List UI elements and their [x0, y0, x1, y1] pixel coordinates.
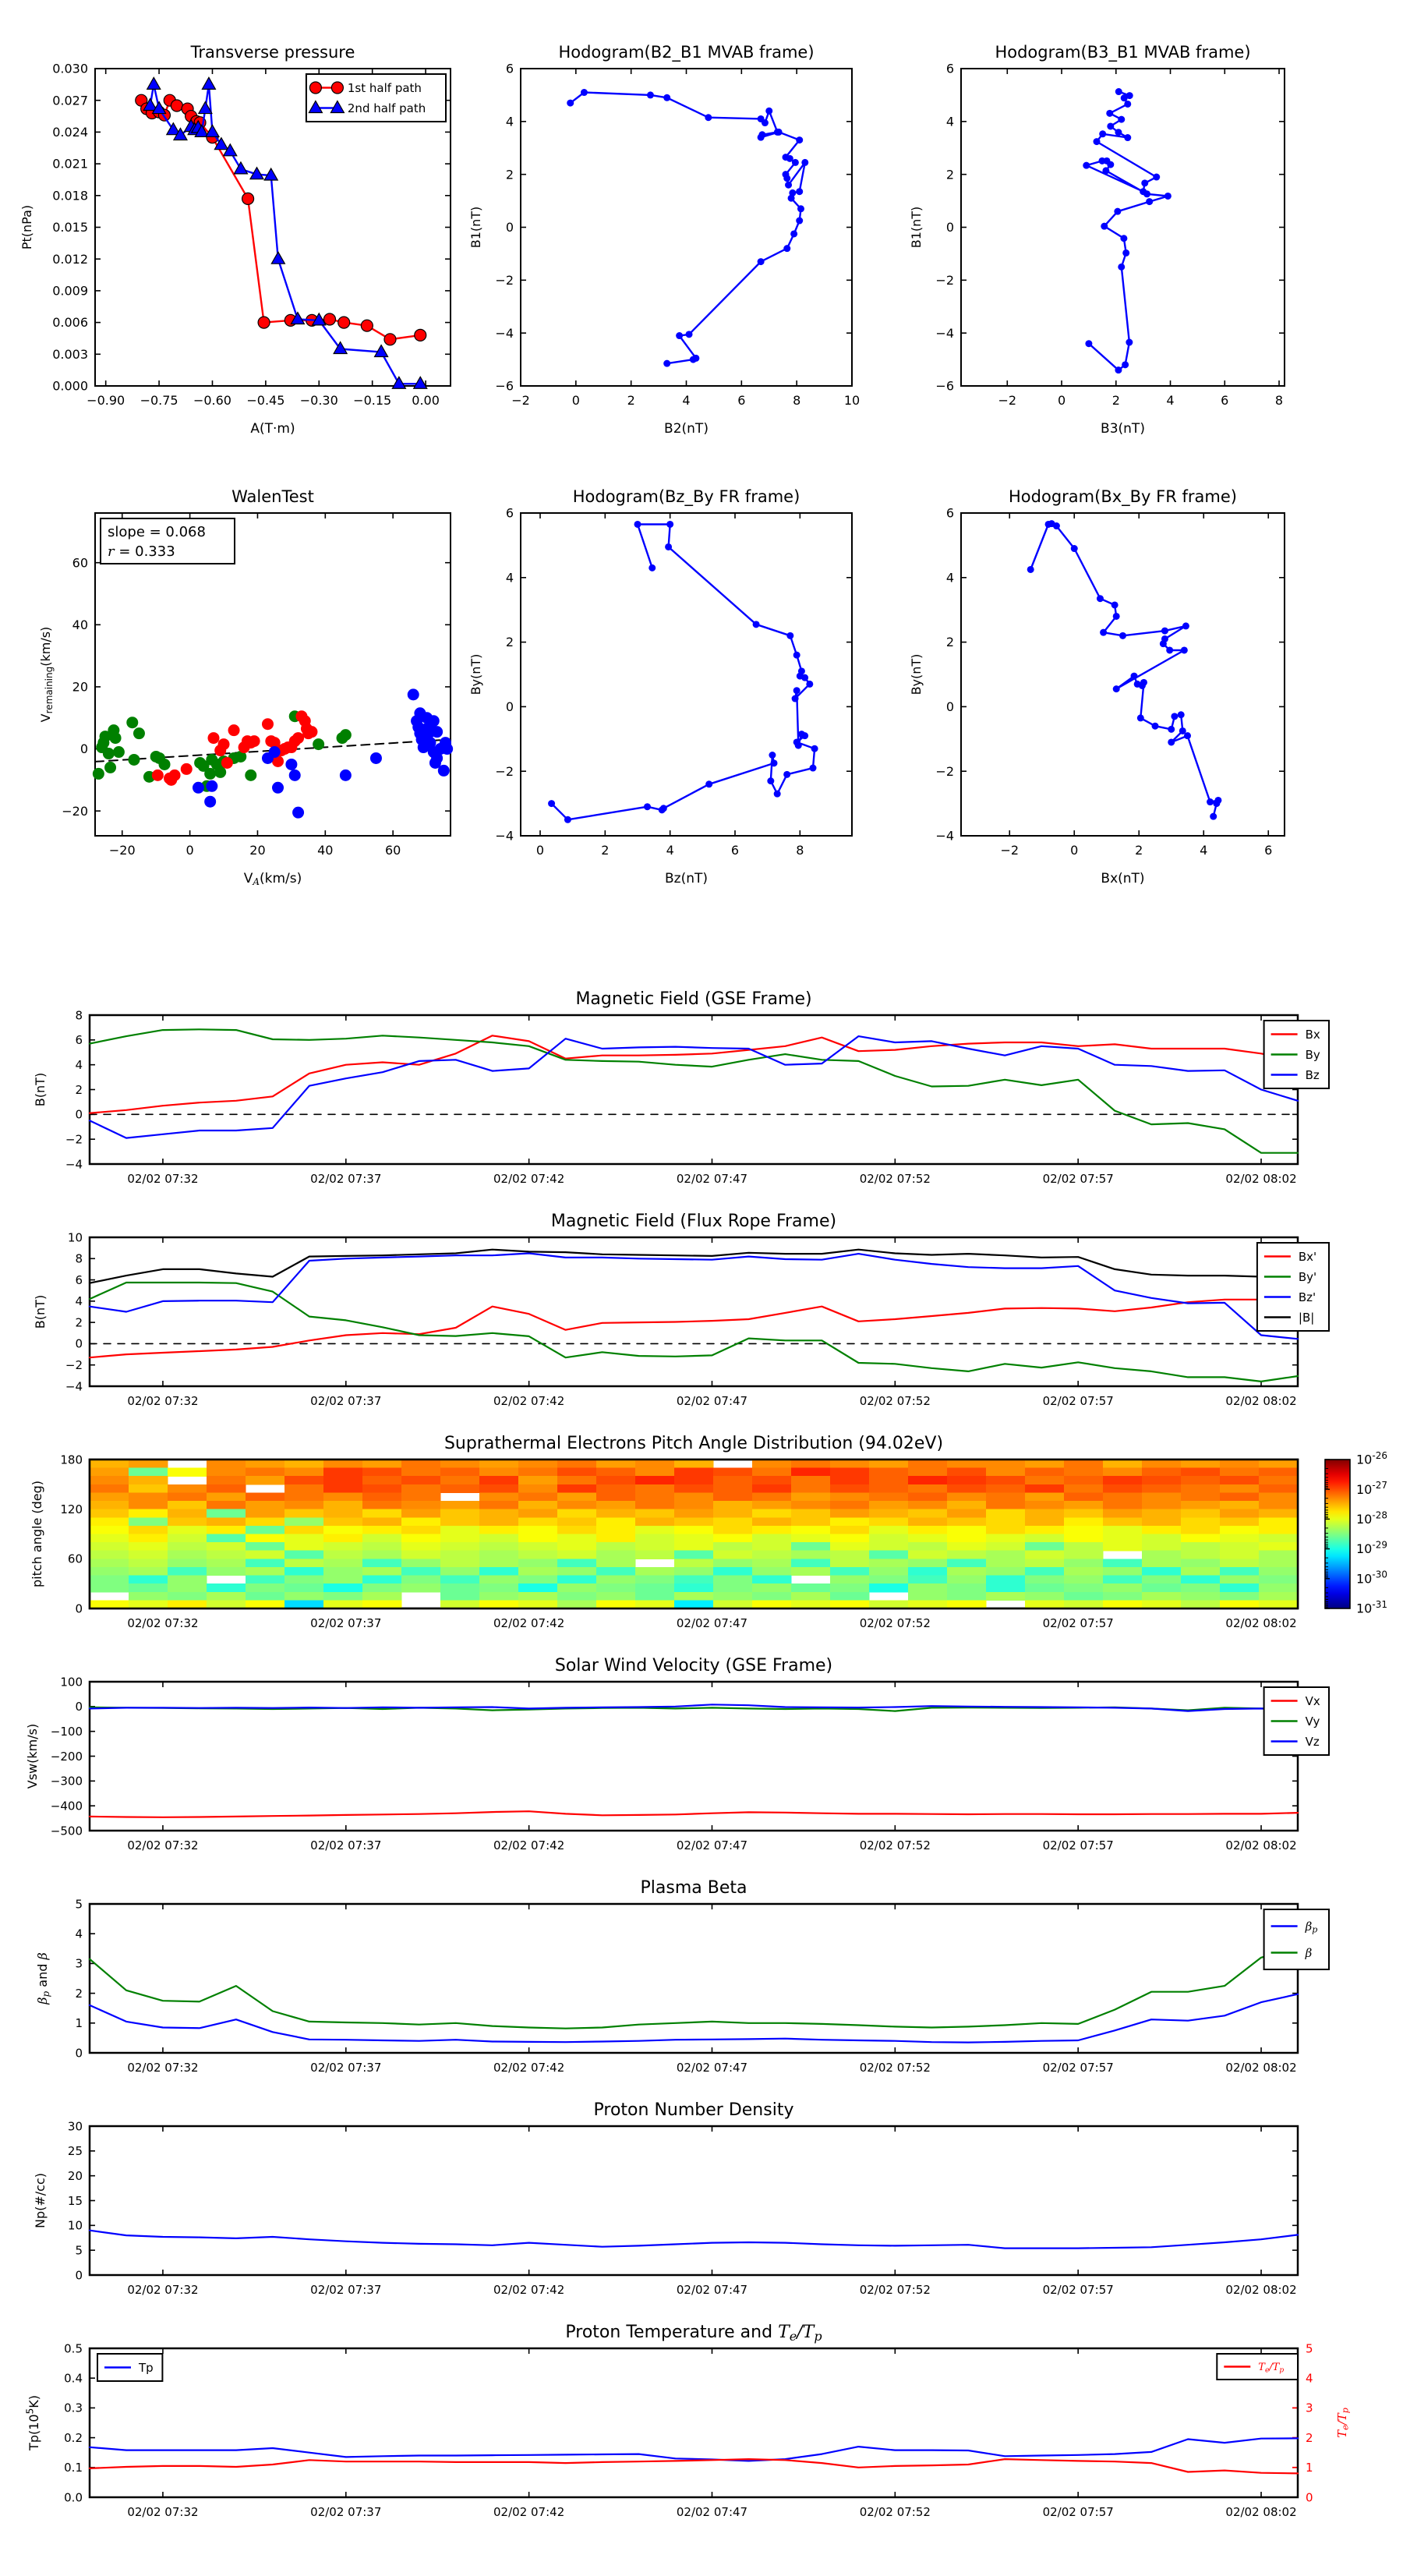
right-tick-label: 0 [1306, 2490, 1313, 2505]
y-axis-label: By(nT) [468, 653, 483, 695]
y-tick-label: 60 [67, 1552, 83, 1566]
x-tick-label: 02/02 07:32 [127, 2505, 199, 2519]
panel-proton-temperature [24, 2323, 1350, 2519]
y-tick-label: −4 [935, 828, 954, 844]
y-tick-label: 8 [75, 1251, 83, 1266]
x-tick-label: 02/02 07:32 [127, 1172, 199, 1186]
x-tick-label: 02/02 07:37 [310, 2505, 382, 2519]
x-tick-label: 02/02 07:52 [859, 1172, 931, 1186]
panel-solar-wind-velocity [25, 1656, 1329, 1852]
x-tick-label: 02/02 07:47 [676, 1838, 748, 1852]
panel-title: Proton Temperature and Te/Tp [565, 2323, 822, 2344]
y-tick-label: −4 [495, 828, 514, 844]
y-tick-label: 0.4 [64, 2371, 83, 2386]
x-tick-label: −0.60 [193, 393, 231, 408]
y-tick-label: 1 [75, 2016, 83, 2031]
y-tick-label: 0.000 [52, 378, 88, 394]
x-tick-label: 02/02 07:57 [1042, 1838, 1114, 1852]
x-tick-label: 02/02 07:42 [493, 2283, 565, 2297]
panel-proton-number-density [33, 2100, 1298, 2297]
x-tick-label: 2 [1135, 843, 1143, 858]
panel-hodogram-bx-by [909, 487, 1285, 886]
plot-background [521, 69, 852, 386]
x-tick-label: 02/02 07:32 [127, 1394, 199, 1408]
y-tick-label: 0.2 [64, 2430, 83, 2445]
y-tick-label: 2 [505, 167, 514, 182]
x-tick-label: 02/02 08:02 [1225, 1394, 1297, 1408]
legend-label: 1st half path [347, 80, 422, 95]
x-tick-label: 02/02 07:37 [310, 1394, 382, 1408]
x-tick-label: 4 [666, 843, 674, 858]
y-tick-label: 10 [67, 2218, 83, 2233]
x-tick-label: 02/02 07:37 [310, 1616, 382, 1630]
x-tick-label: 0 [1057, 393, 1066, 408]
x-tick-label: 2 [1111, 393, 1120, 408]
legend-label: Tp [139, 2360, 154, 2375]
y-tick-label: 100 [60, 1675, 83, 1690]
panel-hodogram-b3-b1 [909, 43, 1285, 437]
x-tick-label: 02/02 07:57 [1042, 1172, 1114, 1186]
y-tick-label: −400 [50, 1799, 83, 1813]
x-tick-label: −0.30 [299, 393, 338, 408]
x-tick-label: 02/02 07:42 [493, 2505, 565, 2519]
right-tick-label: 3 [1306, 2401, 1313, 2415]
x-tick-label: 02/02 07:47 [676, 2283, 748, 2297]
y-axis-label: B(nT) [33, 1294, 48, 1329]
x-tick-label: 0 [186, 843, 194, 858]
right-axis [1292, 2341, 1351, 2504]
y-axis-label: Vremaining(km/s) [38, 626, 55, 723]
x-tick-label: 8 [793, 393, 801, 408]
plot-background [90, 1682, 1298, 1831]
x-tick-label: 02/02 07:32 [127, 1838, 199, 1852]
legend-label: By [1305, 1047, 1320, 1062]
colorbar [1325, 1450, 1387, 1616]
y-axis-label: By(nT) [909, 653, 924, 695]
x-tick-label: 02/02 07:52 [859, 2061, 931, 2075]
x-tick-label: 02/02 07:32 [127, 2283, 199, 2297]
y-axis-label: $Tp(10^5K)$ [24, 2395, 41, 2450]
legend-label: Te/Tp [1258, 2362, 1285, 2375]
x-tick-label: 02/02 07:57 [1042, 2505, 1114, 2519]
y-tick-label: −2 [935, 763, 954, 779]
x-tick-label: −0.15 [353, 393, 392, 408]
y-tick-label: 0.0 [64, 2490, 83, 2505]
legend-label: Vx [1305, 1693, 1320, 1708]
y-tick-label: 6 [75, 1272, 83, 1287]
x-tick-label: 02/02 07:32 [127, 2061, 199, 2075]
colorbar-tick-label: $10^{-30}$ [1356, 1569, 1387, 1587]
y-axis-label: Vsw(km/s) [25, 1723, 40, 1789]
colorbar-tick-label: $10^{-29}$ [1356, 1539, 1387, 1557]
y-tick-label: 0.018 [52, 188, 88, 203]
legend [1264, 1021, 1329, 1088]
y-axis-label: B1(nT) [909, 206, 924, 249]
x-tick-label: 6 [730, 843, 740, 858]
y-tick-label: 0.024 [52, 125, 88, 140]
y-axis-label: pitch angle (deg) [30, 1480, 44, 1588]
y-tick-label: 0 [75, 1700, 83, 1714]
y-tick-label: 2 [945, 635, 954, 650]
y-tick-label: 4 [945, 570, 954, 586]
x-tick-label: −0.75 [140, 393, 178, 408]
y-tick-label: −300 [50, 1774, 83, 1789]
x-tick-label: 02/02 08:02 [1225, 1838, 1297, 1852]
legend-label: |B| [1298, 1310, 1315, 1325]
x-tick-label: 02/02 07:37 [310, 1838, 382, 1852]
x-tick-label: 4 [1200, 843, 1208, 858]
y-tick-label: 0.021 [52, 156, 88, 172]
y-tick-label: −20 [62, 803, 88, 819]
legend [97, 2354, 162, 2381]
panel-magnetic-field-fr [33, 1212, 1329, 1408]
y-tick-label: 0 [75, 2268, 83, 2283]
y-tick-label: 0 [75, 1336, 83, 1351]
y-tick-label: 0.009 [52, 283, 88, 299]
x-tick-label: 02/02 07:52 [859, 1838, 931, 1852]
x-tick-label: 02/02 08:02 [1225, 2505, 1297, 2519]
plot-background [961, 513, 1285, 836]
y-tick-label: 20 [72, 679, 88, 695]
plot-background [90, 2348, 1298, 2497]
legend-label: βp [1305, 1919, 1318, 1935]
x-tick-label: 02/02 07:42 [493, 1838, 565, 1852]
legend-label: Bz' [1298, 1290, 1316, 1304]
y-tick-label: 25 [67, 2144, 83, 2159]
x-tick-label: 02/02 08:02 [1225, 2283, 1297, 2297]
x-axis-label: Bx(nT) [1101, 871, 1145, 886]
y-tick-label: 2 [505, 635, 514, 650]
y-axis-label: Np(#/cc) [33, 2173, 48, 2228]
x-axis-label: A(T·m) [250, 421, 295, 437]
panel-title: Transverse pressure [190, 43, 355, 62]
y-tick-label: 6 [945, 505, 954, 521]
x-tick-label: 0 [535, 843, 545, 858]
y-tick-label: 0.006 [52, 315, 88, 331]
panel-title: Solar Wind Velocity (GSE Frame) [554, 1656, 833, 1675]
x-axis-label: Bz(nT) [664, 871, 709, 886]
y-tick-label: 0.027 [52, 93, 88, 108]
x-tick-label: 02/02 07:52 [859, 1616, 931, 1630]
y-tick-label: −4 [65, 1157, 83, 1172]
panel-title: Hodogram(Bx_By FR frame) [1009, 487, 1237, 506]
x-tick-label: 6 [1264, 843, 1273, 858]
x-tick-label: −2 [998, 393, 1017, 408]
panel-hodogram-bz-by [468, 487, 852, 886]
y-tick-label: −4 [495, 325, 514, 341]
y-tick-label: 5 [75, 1897, 83, 1912]
legend [1257, 1243, 1329, 1331]
y-tick-label: 6 [945, 61, 954, 76]
x-tick-label: 6 [1221, 393, 1229, 408]
y-tick-label: 4 [505, 570, 514, 586]
panel-magnetic-field-gse [33, 989, 1329, 1186]
y-tick-label: 0.012 [52, 251, 88, 267]
y-axis-label: βp and β [35, 1952, 51, 2005]
panel-pitch-angle-distribution [30, 1434, 1387, 1630]
x-tick-label: 02/02 07:37 [310, 1172, 382, 1186]
legend-label: Bz [1305, 1067, 1320, 1082]
y-tick-label: −2 [65, 1132, 83, 1147]
panel-title: Magnetic Field (GSE Frame) [575, 989, 812, 1009]
y-tick-label: 4 [75, 1294, 83, 1309]
right-tick-label: 4 [1306, 2371, 1313, 2386]
y-tick-label: 0.1 [64, 2461, 83, 2475]
y-tick-label: 4 [75, 1057, 83, 1072]
x-tick-label: 02/02 07:47 [676, 2505, 748, 2519]
panel-title: Proton Number Density [593, 2100, 794, 2120]
y-tick-label: 6 [75, 1033, 83, 1048]
right-tick-label: 1 [1306, 2461, 1313, 2475]
x-axis-label: B2(nT) [664, 421, 709, 437]
y-tick-label: 6 [505, 61, 514, 76]
x-tick-label: 02/02 07:37 [310, 2061, 382, 2075]
panel-title: WalenTest [231, 487, 314, 506]
y-tick-label: 15 [67, 2193, 83, 2208]
annotation-line: slope = 0.068 [108, 524, 206, 540]
x-tick-label: 02/02 07:37 [310, 2283, 382, 2297]
legend-label: By' [1298, 1269, 1317, 1284]
y-tick-label: −2 [935, 272, 954, 288]
x-tick-label: 02/02 07:47 [676, 2061, 748, 2075]
legend-label: Bx' [1298, 1249, 1317, 1264]
x-tick-label: 02/02 07:42 [493, 1172, 565, 1186]
y-tick-label: −4 [935, 325, 954, 341]
annotation-line: r = 0.333 [108, 543, 175, 560]
y-tick-label: 20 [67, 2168, 83, 2183]
y-tick-label: 5 [75, 2243, 83, 2258]
y-tick-label: 0 [75, 1107, 83, 1122]
panel-hodogram-b2-b1 [468, 43, 860, 437]
x-tick-label: 8 [796, 843, 804, 858]
x-tick-label: 20 [249, 843, 266, 858]
y-tick-label: 6 [505, 505, 514, 521]
y-tick-label: 60 [72, 555, 88, 571]
legend-label: β [1305, 1945, 1313, 1960]
y-tick-label: 0 [945, 699, 954, 714]
x-tick-label: 6 [737, 393, 746, 408]
y-tick-label: −2 [495, 272, 514, 288]
x-tick-label: 02/02 07:32 [127, 1616, 199, 1630]
y-tick-label: 0.5 [64, 2341, 83, 2356]
right-tick-label: 2 [1306, 2430, 1313, 2445]
y-tick-label: 0.015 [52, 220, 88, 235]
x-tick-label: 0 [1070, 843, 1079, 858]
panel-title: Plasma Beta [640, 1878, 747, 1898]
y-tick-label: 180 [60, 1453, 83, 1467]
y-tick-label: 120 [60, 1502, 83, 1516]
x-tick-label: −2 [511, 393, 530, 408]
x-tick-label: 02/02 07:57 [1042, 2283, 1114, 2297]
colorbar-tick-label: $10^{-26}$ [1356, 1449, 1387, 1467]
y-tick-label: 10 [67, 1230, 83, 1245]
y-tick-label: 4 [75, 1927, 83, 1941]
x-tick-label: −2 [1000, 843, 1020, 858]
y-tick-label: 0 [505, 699, 514, 714]
x-tick-label: −20 [108, 843, 136, 858]
x-tick-label: −0.45 [246, 393, 285, 408]
y-tick-label: 0 [505, 220, 514, 235]
x-tick-label: 02/02 07:52 [859, 1394, 931, 1408]
y-tick-label: 3 [75, 1956, 83, 1971]
panel-title: Magnetic Field (Flux Rope Frame) [550, 1212, 837, 1231]
x-axis-label: VA(km/s) [243, 871, 302, 888]
y-tick-label: 0.003 [52, 346, 88, 362]
right-axis-label: Te/Tp [1335, 2408, 1351, 2438]
legend [306, 74, 446, 122]
y-tick-label: 2 [75, 1986, 83, 2001]
colorbar-tick-label: $10^{-28}$ [1356, 1509, 1387, 1527]
x-tick-label: 0.00 [412, 393, 440, 408]
x-tick-label: 2 [627, 393, 635, 408]
panel-title: Hodogram(Bz_By FR frame) [572, 487, 800, 506]
y-tick-label: −500 [50, 1824, 83, 1838]
y-tick-label: 40 [72, 617, 88, 632]
y-axis-label: B(nT) [33, 1072, 48, 1107]
y-tick-label: −4 [65, 1379, 83, 1394]
x-tick-label: 02/02 07:52 [859, 2505, 931, 2519]
legend [1264, 1687, 1329, 1755]
plot-background [90, 1015, 1298, 1164]
y-tick-label: 4 [505, 114, 514, 129]
x-tick-label: 0 [571, 393, 580, 408]
legend-label: Bx [1305, 1027, 1320, 1042]
y-tick-label: 8 [75, 1008, 83, 1023]
y-tick-label: 0.3 [64, 2401, 83, 2415]
plot-background [90, 2126, 1298, 2275]
y-tick-label: 0 [75, 1601, 83, 1616]
x-tick-label: 02/02 07:57 [1042, 1394, 1114, 1408]
legend [1217, 2354, 1298, 2380]
legend [1264, 1909, 1329, 1969]
y-tick-label: 0 [945, 220, 954, 235]
x-tick-label: 02/02 08:02 [1225, 2061, 1297, 2075]
x-tick-label: 02/02 08:02 [1225, 1172, 1297, 1186]
x-tick-label: 02/02 07:42 [493, 1394, 565, 1408]
panel-title: Suprathermal Electrons Pitch Angle Distribution (94.02eV) [444, 1434, 944, 1453]
x-tick-label: 02/02 07:42 [493, 2061, 565, 2075]
y-tick-label: −2 [65, 1357, 83, 1372]
panel-title: Hodogram(B3_B1 MVAB frame) [995, 43, 1251, 62]
x-tick-label: 40 [317, 843, 334, 858]
y-tick-label: 4 [945, 114, 954, 129]
x-tick-label: 02/02 08:02 [1225, 1616, 1297, 1630]
panel-transverse-pressure [19, 43, 451, 437]
x-tick-label: 02/02 07:47 [676, 1394, 748, 1408]
x-tick-label: 02/02 07:57 [1042, 1616, 1114, 1630]
y-tick-label: 2 [75, 1315, 83, 1330]
y-tick-label: 2 [945, 167, 954, 182]
x-tick-label: 02/02 07:42 [493, 1616, 565, 1630]
x-tick-label: 02/02 07:57 [1042, 2061, 1114, 2075]
x-tick-label: 02/02 07:47 [676, 1616, 748, 1630]
panel-walen-test [38, 487, 453, 887]
x-tick-label: 4 [1166, 393, 1175, 408]
colorbar-tick-label: $10^{-27}$ [1356, 1480, 1387, 1497]
y-tick-label: −6 [935, 378, 954, 394]
panel-title: Hodogram(B2_B1 MVAB frame) [558, 43, 815, 62]
x-tick-label: 02/02 07:52 [859, 2283, 931, 2297]
legend-label: Vz [1305, 1734, 1320, 1749]
y-tick-label: −100 [50, 1724, 83, 1739]
x-tick-label: 10 [843, 393, 861, 408]
x-tick-label: 2 [601, 843, 610, 858]
x-tick-label: −0.90 [87, 393, 125, 408]
pad-heatmap [90, 1460, 1299, 1609]
x-tick-label: 02/02 07:47 [676, 1172, 748, 1186]
x-axis-label: B3(nT) [1101, 421, 1145, 437]
x-tick-label: 8 [1274, 393, 1284, 408]
y-tick-label: −6 [495, 378, 514, 394]
legend-label: 2nd half path [347, 101, 426, 115]
y-tick-label: −2 [495, 763, 514, 779]
y-tick-label: 2 [75, 1082, 83, 1097]
y-tick-label: 30 [67, 2119, 83, 2134]
y-tick-label: 0.030 [52, 61, 88, 76]
y-axis-label: B1(nT) [468, 206, 483, 249]
y-tick-label: 0 [75, 2046, 83, 2061]
x-tick-label: 60 [384, 843, 401, 858]
annotation-box [101, 518, 235, 564]
y-tick-label: −200 [50, 1749, 83, 1764]
right-tick-label: 5 [1306, 2341, 1313, 2356]
y-tick-label: 0 [80, 741, 88, 757]
panel-plasma-beta [35, 1878, 1329, 2075]
y-axis-label: Pt(nPa) [19, 204, 34, 250]
legend-label: Vy [1305, 1714, 1320, 1729]
x-tick-label: 4 [682, 393, 691, 408]
colorbar-tick-label: $10^{-31}$ [1356, 1598, 1387, 1616]
